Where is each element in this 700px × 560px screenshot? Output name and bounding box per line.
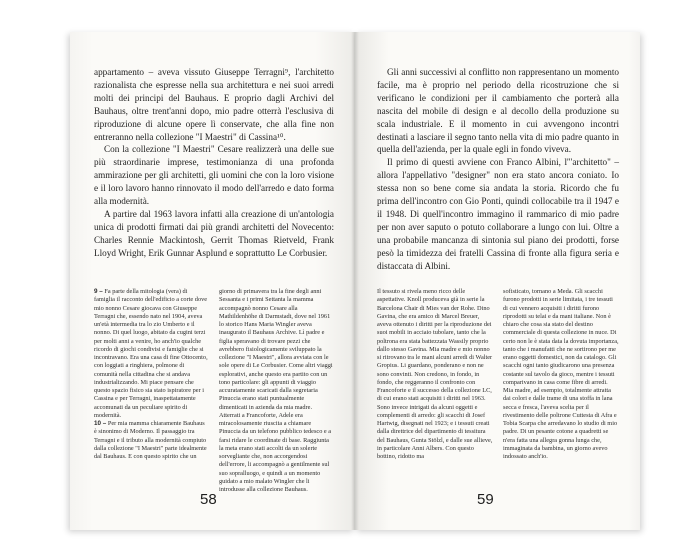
right-footnotes	[377, 288, 619, 461]
right-footnote-column-1	[377, 288, 493, 461]
footnote-10-number: 10 –	[94, 420, 107, 427]
footnote-9	[94, 288, 209, 420]
footnote-9-text: Fa parte della mitologia (vera) di famiglia il racconto dell'edificio a corte dove mio nonno Cesare giocava con Giuseppe Terragni che, essendo nato nel 1904, aveva un'età intermedia tra lo zio Umberto e il nonno. Di quel luogo, abitato da cugini terzi per molti anni a venire, ho anch'io qualche ricordo di giochi condivisi e famiglie che si incontravano. Era una casa di fine Ottocento, con loggiati a ringhiera, polmone di comunità nella cittadina che si andava industrializzando. Mi piace pensare che questo spazio fisico sia stato ispiratore per i Cassina e per Terragni, inaspettatamente accomunati da un peculiare spirito di modernità.	[94, 288, 208, 419]
book-spine	[351, 32, 359, 530]
left-paragraph-2: Con la collezione "I Maestri" Cesare realizzerà una delle sue più straordinarie imprese, testimonianza di una profonda ammirazione per gli architetti, gli uomini che con la loro visione e il loro lavoro hanno rinnovato il modo dell'arredo e dato forma alla modernità.	[94, 144, 334, 207]
open-book	[70, 32, 640, 530]
right-paragraph-2: Il primo di questi avviene con Franco Albini, l'"architetto" – allora l'appellativo "designer" non era stato ancora coniato. Io stessa non so bene come sia andata la storia. Ricordo che fu prima dell'incontro con Gio Ponti, quindi collocabile tra il 1947 e il 1948. Di quell'incontro immagino il rammarico di mio padre per non aver saputo o potuto collaborare a lungo con lui. Oltre a una probabile mancanza di sintonia sul piano dei prodotti, forse pesò la timidezza dei fratelli Cassina di fronte alla figura seria e distaccata di Albini.	[377, 157, 619, 271]
page-number-left: 58	[200, 491, 217, 508]
page-number-right: 59	[477, 491, 494, 508]
left-page	[70, 32, 355, 530]
right-footnote-text-1: Il tessuto si rivela meno ricco delle aspettative. Knoll produceva già in serie la Barcelona Chair di Mies van der Rohe. Dino Gavina, che era amico di Marcel Breuer, aveva ottenuto i diritti per la riproduzione dei suoi mobili in acciaio tubolare, tanto che la poltrona era stata battezzata Wassily proprio dallo stesso Gavina. Mia madre e mio nonno si ritrovano tra le mani alcuni arredi di Walter Gropius. Li guardano, ponderano e non ne sono convinti. Non credono, in fondo, in fondo, che reggeranno il confronto con Francoforte e il successo della collezione LC, di cui erano stati acquisiti i diritti nel 1963. Sono invece intrigati da alcuni oggetti e complementi di arredo: gli scacchi di Josef Hartwig, disegnati nel 1923; e i tessuti creati dalla direttrice del dipartimento di tessitura del Bauhaus, Gunta Stölzl, e dalle sue allieve, in particolare Anni Albers. Con questo bottino, ridotto ma	[377, 288, 493, 460]
right-footnote-column-2	[503, 288, 619, 461]
left-footnotes	[94, 288, 334, 494]
footnote-9-number: 9 –	[94, 288, 103, 295]
footnote-10-text: Per mia mamma chiaramente Bauhaus è sinonimo di Moderno. Il passaggio tra Terragni e il tributo alla modernità compiuto dalla collezione "I Maestri" parte idealmente dal Bauhaus. E con questo spirito che un	[94, 420, 207, 460]
left-footnote-column-1	[94, 288, 209, 494]
footnote-10	[94, 420, 209, 461]
right-paragraph-1: Gli anni successivi al conflitto non rappresentano un momento facile, ma è proprio nel periodo della ricostruzione che si verificano le condizioni per il cambiamento che porterà alla nascita del mobile di design e al decollo della produzione su scala industriale. E il momento in cui avvengono incontri destinati a lasciare il segno tanto nella vita di mio padre quanto in quella dell'azienda, per la quale egli in fondo viveva.	[377, 67, 619, 155]
left-paragraph-1: appartamento – aveva vissuto Giuseppe Terragni⁹, l'architetto razionalista che espresse nella sua architettura e nei suoi arredi molti dei principi del Bauhaus. E proprio dagli Archivi del Bauhaus, oltre trent'anni dopo, mio padre otterrà l'esclusiva di riproduzione di alcune opere lì conservate, che alla fine non entreranno nella collezione "I Maestri" di Cassina¹⁰.	[94, 67, 334, 142]
footnote-10-continued: giorno di primavera tra la fine degli anni Sessanta e i primi Settanta la mamma accompagnò nonno Cesare alla Mathildenhöhe di Darmstadt, dove nel 1961 lo storico Hans Maria Wingler aveva inaugurato il Bauhaus Archive. Lì padre e figlia speravano di trovare pezzi che avrebbero fisiologicamente sviluppato la collezione "I Maestri", allora avviata con le sole opere di Le Corbusier. Come altri viaggi esplorativi, anche questo era partito con un tono particolare: gli appunti di viaggio accuratamente scaricati dalla segretaria Pinuccia erano stati puntualmente dimenticati in azienda da mia madre. Atterrati a Francoforte, Adele era miracolosamente riuscita a chiamare Pinuccia da un telefono pubblico tedesco e a farsi ridare le coordinate di base. Raggiunta la meta erano stati accolti da un solerte sorvegliante che, non accorgendosi dell'errore, li accompagnò a gentilmente sul suo sopralluogo, e quindi a un momento guidato a mio malato Wingler che li introdusse alla collezione Bauhaus.	[219, 288, 333, 493]
right-page	[355, 32, 640, 530]
left-body-text	[94, 66, 334, 260]
right-body-text	[377, 66, 619, 273]
right-footnote-text-2: sofisticato, tornano a Meda. Gli scacchi furono prodotti in serie limitata, i tre tessuti di cui vennero acquisiti i diritti furono riprodotti su telai e da mani italiane. Non è chiaro che cosa sia stato del destino commerciale di questa collezione in nuce. Di certo non le è stata data la dovuta importanza, tanto che i manufatti che ne sortirono per me erano oggetti domestici, non da catalogo. Gli scacchi ogni tanto giudicarono una presenza costante sul tavolo da gioco, mentre i tessuti comparivano in casa come fibre di arredi. Mia madre, ad esempio, totalmente attratta dai colori e dalle trame di una stoffa in lana secca e fresca, l'aveva scelta per il rivestimento delle poltrone Cuttesta di Afra e Tobia Scarpa che arredavano lo studio di mio padre. Di un pesante cotone a quadretti se n'era fatta una allegra gonna lunga che, immaginata da bambina, un giorno avevo indossato anch'io.	[503, 288, 619, 460]
left-footnote-column-2	[219, 288, 334, 494]
left-paragraph-3: A partire dal 1963 lavora infatti alla creazione di un'antologia unica di prodotti firmati dai più grandi architetti del Novecento: Charles Rennie Mackintosh, Gerrit Thomas Rietveld, Frank Lloyd Wright, Erik Gunnar Asplund e soprattutto Le Corbusier.	[94, 208, 334, 258]
